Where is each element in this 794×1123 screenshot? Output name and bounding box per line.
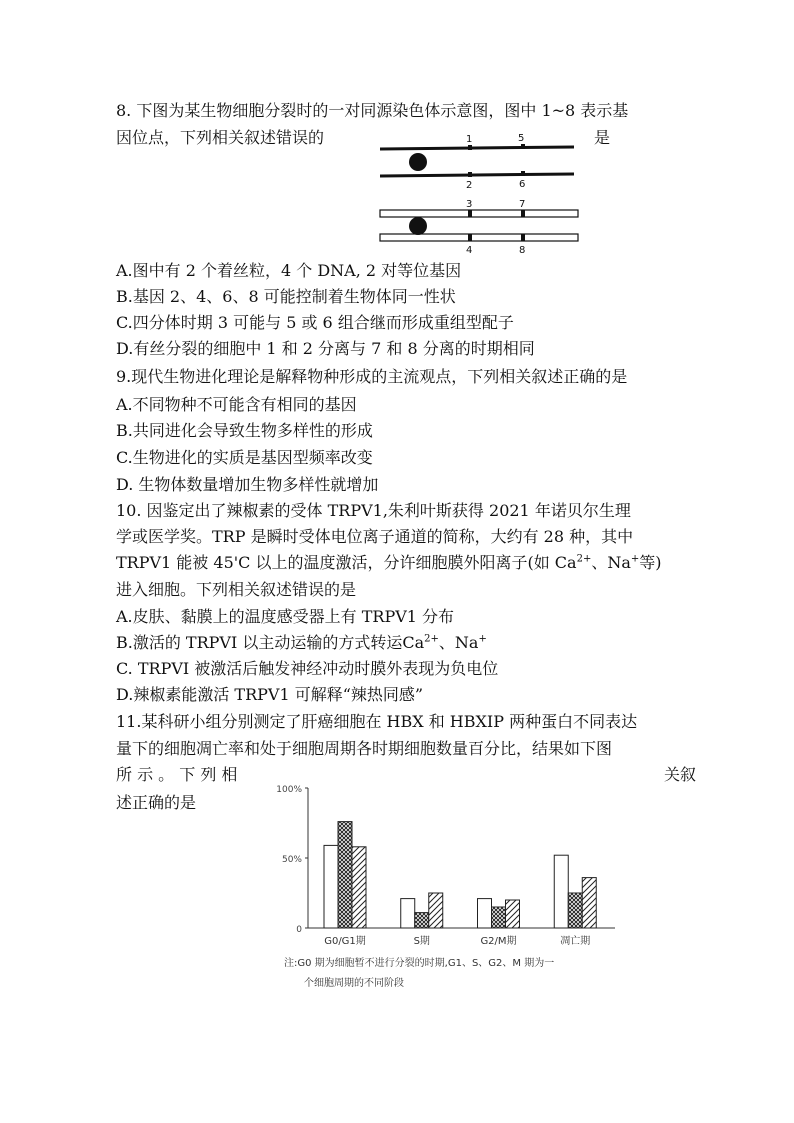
q8-option-d: D.有丝分裂的细胞中 1 和 2 分离与 7 和 8 分离的时期相同 — [116, 339, 535, 358]
chart-note-line2: 个细胞周期的不同阶段 — [304, 978, 404, 989]
q9-option-a: A.不同物种不可能含有相同的基因 — [116, 395, 357, 414]
q10-line3-sup-ca: 2+ — [576, 553, 592, 565]
q8-option-a: A.图中有 2 个着丝粒，4 个 DNA, 2 对等位基因 — [116, 261, 462, 280]
q11-stem-line3-end: 关叙 — [664, 765, 697, 784]
gene-locus-mark — [468, 145, 472, 150]
chart-y-tick-label: 50% — [281, 855, 302, 865]
q8-stem-line1: 8. 下图为某生物细胞分裂时的一对同源染色体示意图，图中 1~8 表示基 — [116, 101, 629, 120]
chart-category-label: G0/G1期 — [324, 936, 366, 947]
gene-locus-mark — [468, 234, 472, 241]
chart-bar — [582, 878, 596, 928]
chart-bar — [401, 899, 415, 928]
chart-y-tick-label: 0 — [296, 925, 302, 935]
gene-label-1: 1 — [466, 134, 473, 145]
q10-option-b-text: B.激活的 TRPVI 以主动运输的方式转运Ca — [116, 633, 425, 652]
q11-stem-line2: 量下的细胞凋亡率和处于细胞周期各时期细胞数量百分比，结果如下图 — [116, 739, 613, 758]
chromosome-diagram — [374, 132, 586, 256]
q10-option-b-mid: 、Na — [438, 633, 479, 652]
gene-locus-mark — [521, 234, 525, 241]
q10-line3-text-b: 、Na — [591, 553, 631, 572]
q10-option-b-sup-na: + — [478, 633, 487, 645]
gene-locus-mark — [521, 144, 525, 149]
gene-label-8: 8 — [519, 245, 526, 256]
chart-bar — [338, 822, 352, 928]
q9-option-d: D. 生物体数量增加生物多样性就增加 — [116, 475, 379, 494]
gene-locus-mark — [521, 210, 525, 217]
q8-option-b: B.基因 2、4、6、8 可能控制着生物体同一性状 — [116, 287, 456, 306]
chart-bar — [352, 847, 366, 928]
gene-label-4: 4 — [466, 245, 473, 256]
chromatid-bar — [380, 234, 578, 241]
gene-label-2: 2 — [466, 180, 473, 191]
chart-bar — [415, 913, 429, 928]
q8-stem-line2-end: 是 — [594, 128, 611, 147]
chart-note-line1: 注:G0 期为细胞暂不进行分裂的时期,G1、S、G2、M 期为一 — [284, 958, 555, 969]
q11-stem-line4: 述正确的是 — [116, 793, 197, 812]
gene-label-7: 7 — [519, 199, 526, 210]
chart-category-label: 凋亡期 — [560, 936, 591, 947]
chart-category-label: G2/M期 — [480, 936, 517, 947]
q10-option-d: D.辣椒素能激活 TRPV1 可解释“辣热同感” — [116, 685, 424, 704]
q10-stem-line4: 进入细胞。下列相关叙述错误的是 — [116, 580, 357, 599]
chart-y-tick-label: 100% — [276, 785, 302, 795]
q10-stem-line2: 学或医学奖。TRP 是瞬时受体电位离子通道的简称，大约有 28 种，其中 — [116, 527, 634, 546]
chart-bar — [554, 855, 568, 928]
chart-bar — [506, 900, 520, 928]
chart-bar — [324, 845, 338, 928]
gene-locus-mark — [468, 172, 472, 177]
chromatid-line — [380, 174, 574, 176]
q10-option-c: C. TRPVI 被激活后触发神经冲动时膜外表现为负电位 — [116, 659, 499, 678]
q10-option-b — [116, 632, 487, 654]
chart-bar — [492, 907, 506, 928]
q10-option-a: A.皮肤、黏膜上的温度感受器上有 TRPV1 分布 — [116, 607, 455, 626]
chart-bar — [429, 893, 443, 928]
q8-stem-line2: 因位点，下列相关叙述错误的 — [116, 128, 325, 147]
q8-option-c: C.四分体时期 3 可能与 5 或 6 组合继而形成重组型配子 — [116, 313, 514, 332]
chromatid-bar — [380, 210, 578, 217]
gene-label-6: 6 — [519, 179, 526, 190]
bar-chart — [270, 780, 620, 995]
centromere-dot — [409, 153, 427, 171]
q9-stem: 9.现代生物进化理论是解释物种形成的主流观点，下列相关叙述正确的是 — [116, 367, 628, 386]
chart-category-label: S期 — [413, 936, 430, 947]
q11-stem-line1: 11.某科研小组分别测定了肝癌细胞在 HBX 和 HBXIP 两种蛋白不同表达 — [116, 712, 638, 731]
q10-option-b-sup-ca: 2+ — [424, 633, 439, 645]
chart-bar — [568, 893, 582, 928]
gene-locus-mark — [468, 210, 472, 217]
q10-line3-sup-na: + — [630, 553, 640, 565]
q10-line3-text-a: TRPV1 能被 45'C 以上的温度激活，分许细胞膜外阳离子(如 Ca — [116, 553, 577, 572]
q11-stem-line3-start: 所 示 。 下 列 相 — [116, 765, 238, 784]
q10-stem-line1: 10. 因鉴定出了辣椒素的受体 TRPV1,朱利叶斯获得 2021 年诺贝尔生理 — [116, 501, 631, 520]
q10-stem-line3 — [116, 552, 662, 574]
gene-label-5: 5 — [518, 133, 525, 144]
gene-locus-mark — [521, 171, 525, 176]
chart-bar — [478, 899, 492, 928]
q9-option-b: B.共同进化会导致生物多样性的形成 — [116, 421, 373, 440]
centromere-dot — [409, 217, 427, 235]
q9-option-c: C.生物进化的实质是基因型频率改变 — [116, 448, 373, 467]
q10-line3-text-c: 等) — [639, 553, 662, 572]
gene-label-3: 3 — [466, 199, 473, 210]
chromatid-line — [380, 147, 574, 149]
